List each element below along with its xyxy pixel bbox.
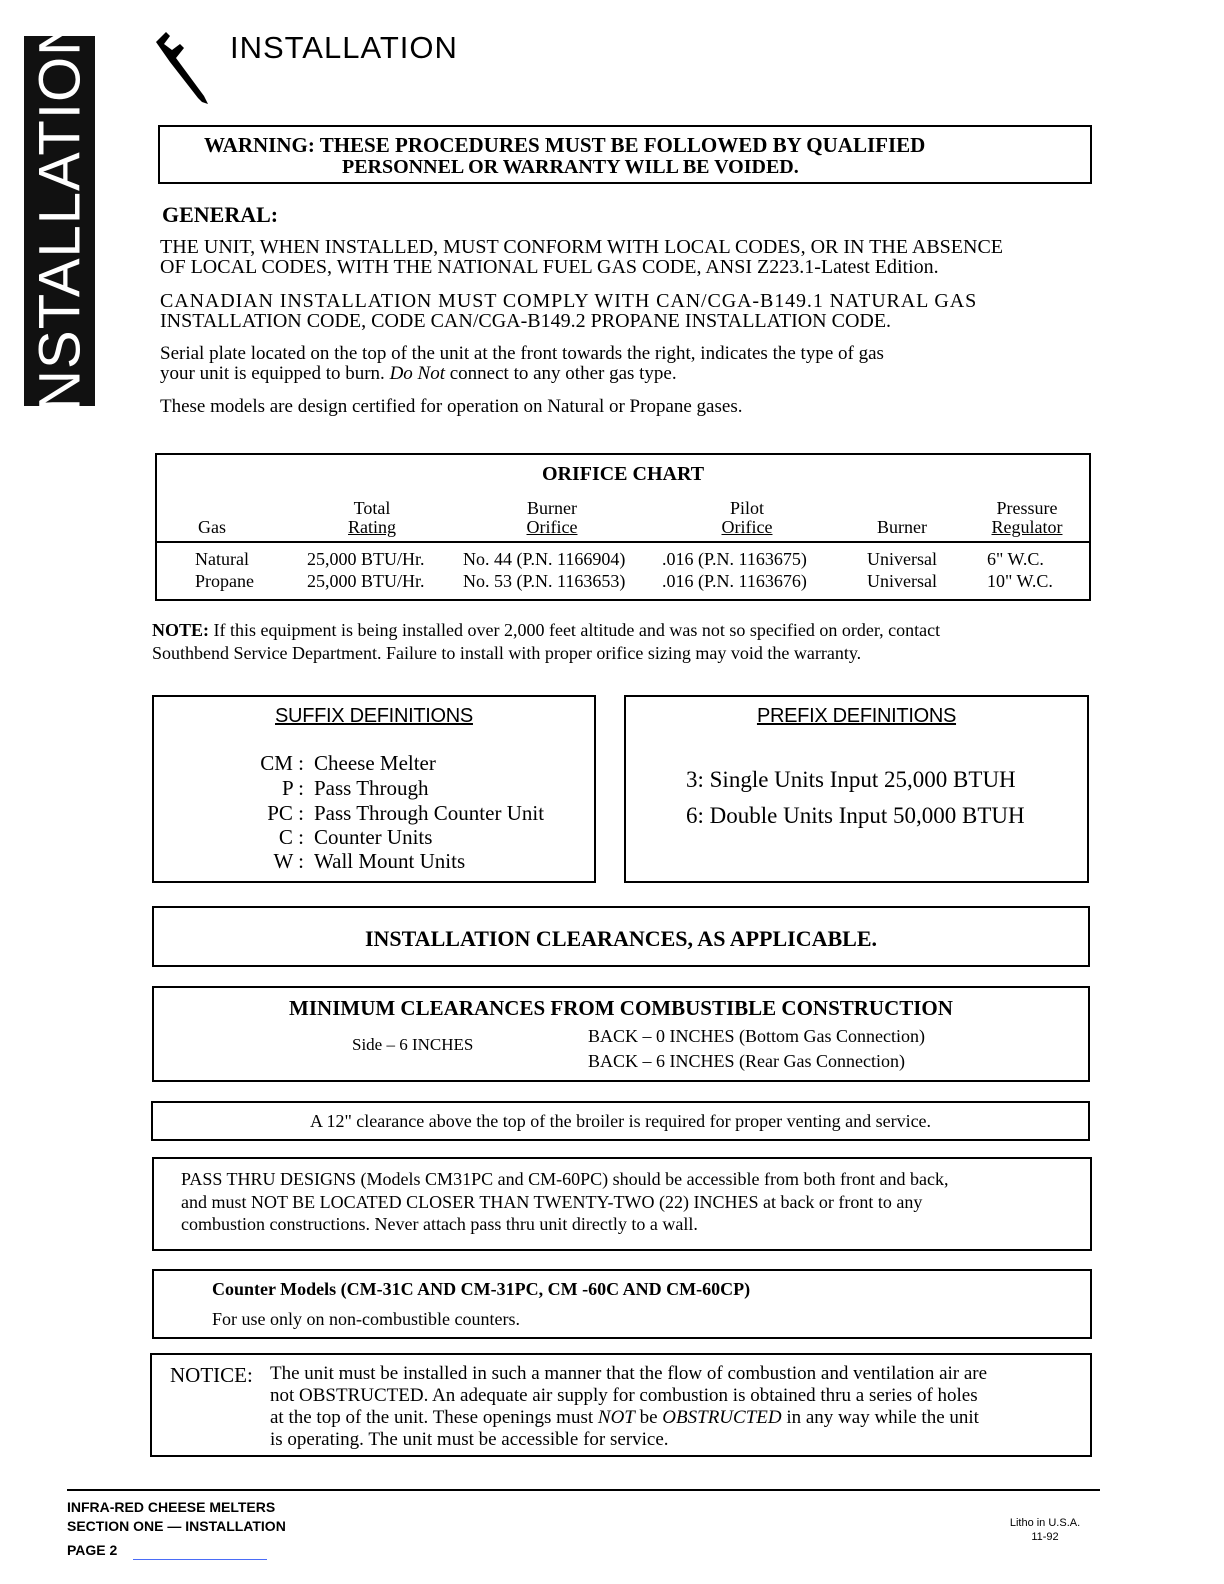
text-run: connect to any other gas type.	[445, 363, 677, 384]
page-number: PAGE 2	[67, 1542, 118, 1558]
table-cell: 25,000 BTU/Hr.	[307, 549, 425, 569]
side-clearance: Side – 6 INCHES	[352, 1035, 474, 1054]
table-cell: 6" W.C.	[987, 549, 1044, 569]
table-cell: 25,000 BTU/Hr.	[307, 571, 425, 591]
table-cell: Natural	[195, 549, 249, 569]
column-header-pressure-regulator: Pressure Regulator	[991, 498, 1063, 537]
certification-paragraph	[160, 397, 1095, 417]
suffix-definitions-box: SUFFIX DEFINITIONS CM : Cheese Melter P : Pass Through PC : Pass Through Counter Unit C : Counter Units W : Wall Mount Units	[152, 695, 596, 883]
venting-clearance-text: A 12" clearance above the top of the broiler is required for proper venting and service.	[309, 1111, 932, 1131]
paragraph-line: is operating. The unit must be accessible for service.	[270, 1429, 669, 1450]
warning-line-2: PERSONNEL OR WARRANTY WILL BE VOIDED.	[342, 156, 799, 178]
prefix-definitions-box	[624, 695, 1089, 883]
venting-clearance-box	[151, 1101, 1090, 1141]
table-cell: Propane	[195, 571, 254, 591]
table-cell: 10" W.C.	[987, 571, 1053, 591]
wrench-icon	[150, 30, 220, 106]
counter-models-text: For use only on non-combustible counters.	[212, 1309, 520, 1329]
list-item: 3: Single Units Input 25,000 BTUH	[686, 767, 1016, 792]
paragraph-line: THE UNIT, WHEN INSTALLED, MUST CONFORM WITH LOCAL CODES, OR IN THE ABSENCE	[160, 236, 1004, 258]
altitude-note	[152, 619, 940, 665]
litho-label: Litho in U.S.A.	[1009, 1517, 1081, 1529]
table-cell: .016 (P.N. 1163676)	[662, 571, 807, 591]
column-header-burner-orifice: Burner Orifice	[526, 498, 578, 537]
side-tab	[24, 13, 95, 429]
paragraph-line: not OBSTRUCTED. An adequate air supply for combustion is obtained thru a series of holes	[270, 1385, 978, 1406]
table-cell: Universal	[867, 571, 937, 591]
back-clearance-bottom: BACK – 0 INCHES (Bottom Gas Connection)	[588, 1026, 925, 1046]
table-title: ORIFICE CHART	[541, 463, 705, 485]
table-cell: Universal	[867, 549, 937, 569]
table-cell: No. 53 (P.N. 1163653)	[463, 571, 626, 591]
footer-title: INFRA-RED CHEESE MELTERS	[67, 1499, 276, 1515]
paragraph-line: Southbend Service Department. Failure to install with proper orifice sizing may void the warranty.	[152, 643, 862, 663]
warning-line-1: WARNING: THESE PROCEDURES MUST BE FOLLOWED BY QUALIFIED	[204, 133, 926, 157]
code-conformance-paragraph	[160, 237, 1095, 277]
clearances-heading: INSTALLATION CLEARANCES, AS APPLICABLE.	[364, 926, 878, 951]
notice-box	[150, 1353, 1092, 1457]
column-header-burner: Burner	[877, 517, 927, 537]
emphasis-text: Do Not	[389, 363, 445, 384]
minimum-clearances-box	[152, 986, 1090, 1082]
header-divider	[157, 541, 1089, 543]
general-heading: GENERAL:	[162, 202, 279, 227]
column-header-total-rating: Total Rating	[348, 498, 396, 537]
counter-models-box	[152, 1269, 1092, 1339]
footer-section: SECTION ONE — INSTALLATION	[67, 1518, 286, 1534]
notice-label: NOTICE:	[170, 1363, 253, 1387]
orifice-chart-table	[155, 453, 1091, 601]
note-label: NOTE:	[152, 620, 210, 640]
paragraph-line	[160, 364, 1095, 384]
table-cell: No. 44 (P.N. 1166904)	[463, 549, 626, 569]
paragraph-line: at the top of the unit. These openings must NOT be OBSTRUCTED in any way while the unit	[270, 1407, 979, 1428]
serial-plate-paragraph	[160, 344, 1095, 384]
back-clearance-rear: BACK – 6 INCHES (Rear Gas Connection)	[588, 1051, 905, 1071]
text-run: your unit is equipped to burn.	[160, 363, 390, 384]
print-date: 11-92	[1031, 1531, 1059, 1543]
pass-thru-box	[152, 1157, 1092, 1251]
paragraph-line: combustion constructions. Never attach pass thru unit directly to a wall.	[181, 1214, 698, 1234]
canadian-paragraph	[160, 291, 1095, 331]
prefix-title: PREFIX DEFINITIONS	[756, 705, 957, 727]
list-item: 6: Double Units Input 50,000 BTUH	[686, 803, 1025, 828]
suffix-title: SUFFIX DEFINITIONS	[275, 705, 473, 727]
paragraph-line: INSTALLATION CODE, CODE CAN/CGA-B149.2 PROPANE INSTALLATION CODE.	[160, 310, 892, 332]
column-header-pilot-orifice: Pilot Orifice	[721, 498, 773, 537]
minimum-clearances-title: MINIMUM CLEARANCES FROM COMBUSTIBLE CONSTRUCTION	[289, 996, 953, 1020]
paragraph-line: and must NOT BE LOCATED CLOSER THAN TWENTY-TWO (22) INCHES at back or front to any	[181, 1192, 923, 1212]
paragraph-line: PASS THRU DESIGNS (Models CM31PC and CM-60PC) should be accessible from both front and back,	[181, 1169, 949, 1189]
counter-models-title: Counter Models (CM-31C AND CM-31PC, CM -60C AND CM-60CP)	[212, 1279, 751, 1299]
table-cell: .016 (P.N. 1163675)	[662, 549, 807, 569]
paragraph-line: These models are design certified for operation on Natural or Propane gases.	[160, 396, 743, 417]
text-run: If this equipment is being installed over 2,000 feet altitude and was not so specified on order, contact	[209, 620, 941, 640]
paragraph-line: Serial plate located on the top of the unit at the front towards the right, indicates the type of gas	[160, 343, 884, 364]
side-tab-label: INSTALLATION	[27, 13, 92, 429]
footer-divider	[67, 1489, 1100, 1491]
warning-box	[158, 125, 1092, 184]
clearances-heading-box	[152, 906, 1090, 967]
paragraph-line: CANADIAN INSTALLATION MUST COMPLY WITH CAN/CGA-B149.1 NATURAL GAS	[160, 290, 978, 312]
page-underline	[133, 1559, 267, 1560]
paragraph-line: OF LOCAL CODES, WITH THE NATIONAL FUEL GAS CODE, ANSI Z223.1-Latest Edition.	[160, 256, 939, 278]
paragraph-line: The unit must be installed in such a manner that the flow of combustion and ventilation air are	[270, 1363, 988, 1384]
page-title: INSTALLATION	[230, 30, 458, 65]
column-header-gas: Gas	[198, 517, 226, 537]
